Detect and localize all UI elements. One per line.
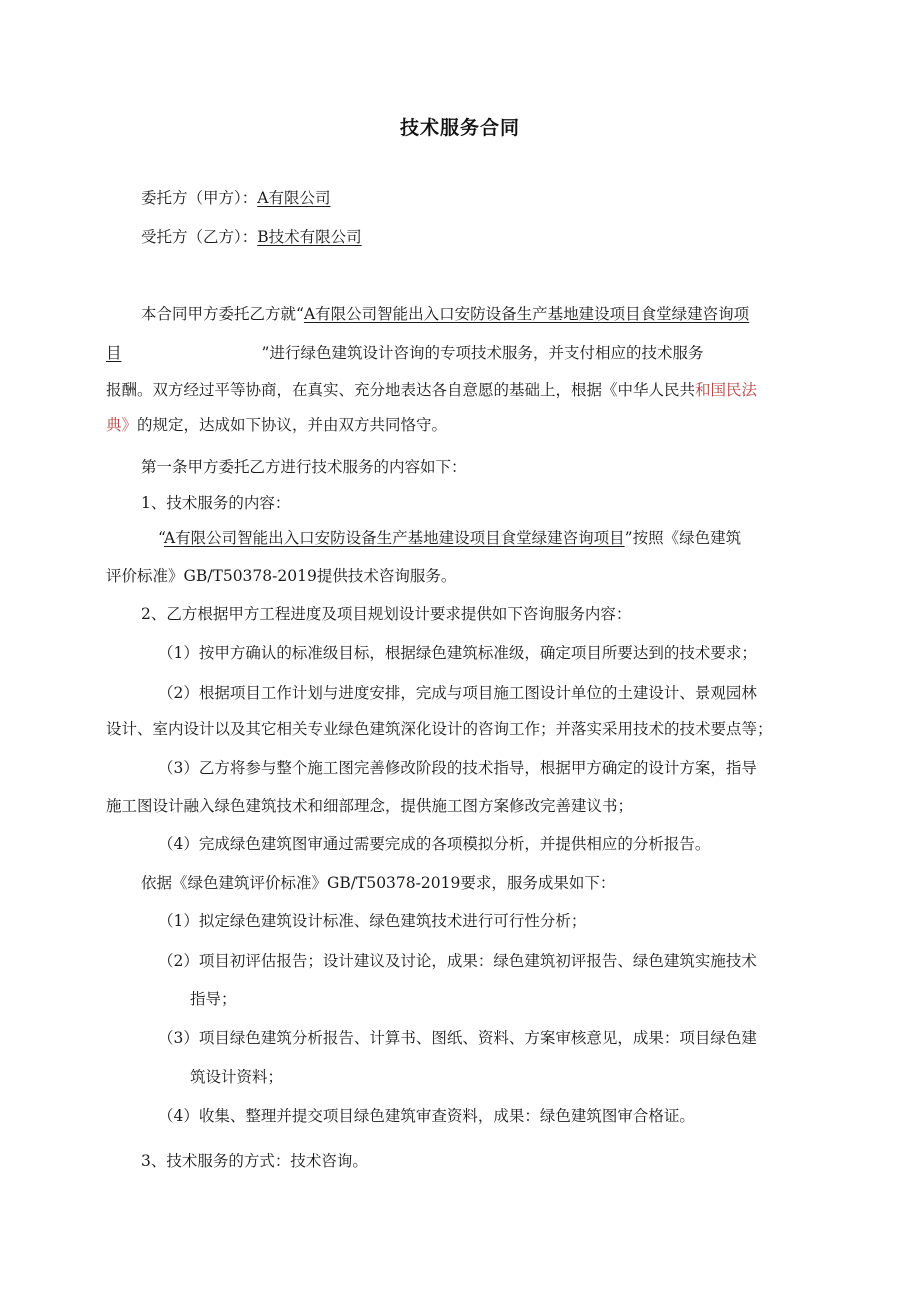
article1-heading: 第一条甲方委托乙方进行技术服务的内容如下： [141,458,467,476]
result-item-2-cont: 指导； [190,990,237,1008]
provider-label: 受托方（乙方）： [141,228,258,246]
intro-line-1 [141,303,749,325]
item2-heading: 2、乙方根据甲方工程进度及项目规划设计要求提供如下咨询服务内容： [141,605,632,623]
results-heading: 依据《绿色建筑评价标准》GB/T50378-2019要求，服务成果如下： [141,874,616,892]
client-line [141,187,330,209]
intro-text: 本合同甲方委托乙方就“ [141,305,304,323]
intro-text: 的规定，达成如下协议，并由双方共同恪守。 [137,416,448,434]
quote-mark: “ [158,529,164,547]
provider-name: B技术有限公司 [257,228,362,246]
item1-text: ”按照《绿色建筑 [624,529,742,547]
item1-line-1 [158,527,741,549]
intro-line-4 [106,414,447,436]
page-title: 技术服务合同 [399,117,520,139]
item1-heading: 1、技术服务的内容： [141,494,291,512]
service-item-2: （2）根据项目工作计划与进度安排，完成与项目施工图设计单位的土建设计、景观园林 [158,684,757,702]
result-item-4: （4）收集、整理并提交项目绿色建筑审查资料，成果：绿色建筑图审合格证。 [158,1107,695,1125]
intro-line-3 [106,379,757,401]
project-name: A有限公司智能出入口安防设备生产基地建设项目食堂绿建咨询项 [303,305,750,323]
law-name: 和国民法 [695,381,758,399]
intro-line-2 [106,342,703,364]
project-name-end: 目 [106,344,122,362]
service-item-2-cont: 设计、室内设计以及其它相关专业绿色建筑深化设计的咨询工作；并落实采用技术的技术要点等； [106,720,773,738]
result-item-1: （1）拟定绿色建筑设计标准、绿色建筑技术进行可行性分析； [158,912,587,930]
item3-line: 3、技术服务的方式：技术咨询。 [141,1152,368,1170]
client-name: A有限公司 [257,189,331,207]
service-item-4: （4）完成绿色建筑图审通过需要完成的各项模拟分析，并提供相应的分析报告。 [158,835,711,853]
service-item-3-cont: 施工图设计融入绿色建筑技术和细部理念，提供施工图方案修改完善建议书； [106,797,634,815]
service-item-3: （3）乙方将参与整个施工图完善修改阶段的技术指导，根据甲方确定的设计方案，指导 [158,759,757,777]
intro-text: 报酬。双方经过平等协商，在真实、充分地表达各自意愿的基础上，根据《中华人民共 [106,381,696,399]
law-name-end: 典》 [106,416,138,434]
result-item-3: （3）项目绿色建筑分析报告、计算书、图纸、资料、方案审核意见，成果：项目绿色建 [158,1029,757,1047]
provider-line [141,226,362,248]
item1-line-2: 评价标准》GB/T50378-2019提供技术咨询服务。 [106,567,457,585]
result-item-3-cont: 筑设计资料； [190,1068,284,1086]
result-item-2: （2）项目初评估报告；设计建议及讨论，成果：绿色建筑初评报告、绿色建筑实施技术 [158,952,757,970]
intro-text: ”进行绿色建筑设计咨询的专项技术服务，并支付相应的技术服务 [261,344,704,362]
client-label: 委托方（甲方）： [141,189,258,207]
service-item-1: （1）按甲方确认的标准级目标，根据绿色建筑标准级，确定项目所要达到的技术要求； [158,644,757,662]
project-name: A有限公司智能出入口安防设备生产基地建设项目食堂绿建咨询项目 [163,529,625,547]
